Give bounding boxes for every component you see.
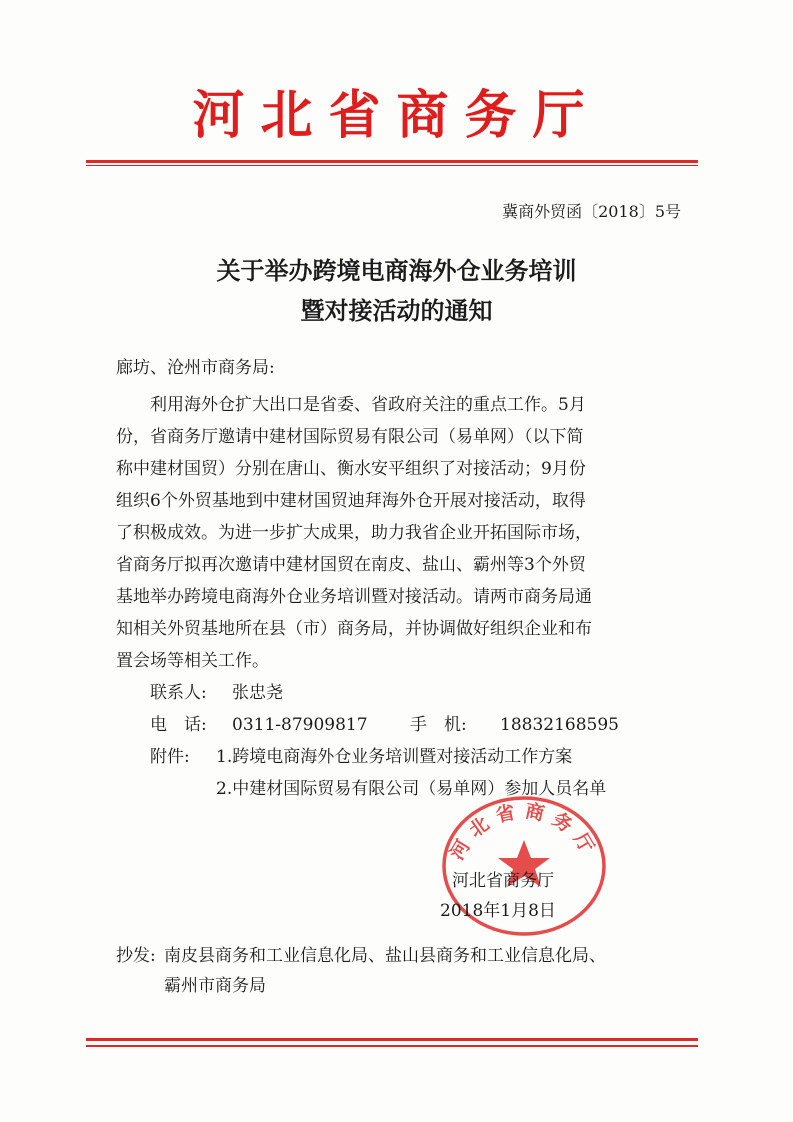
body-line: 知相关外贸基地所在县（市）商务局，并协调做好组织企业和布 [116,619,592,639]
mobile-label: 手 机: [410,715,467,735]
header-red-line-thin [86,165,698,166]
addressee: 廊坊、沧州市商务局: [116,358,275,378]
body-line: 利用海外仓扩大出口是省委、省政府关注的重点工作。5月 [150,395,586,415]
cc-line-1: 南皮县商务和工业信息化局、盐山县商务和工业信息化局、 [164,946,606,966]
signature-date: 2018年1月8日 [440,901,556,921]
body-line: 称中建材国贸）分别在唐山、衡水安平组织了对接活动；9月份 [116,459,586,479]
cc-line-2: 霸州市商务局 [164,976,266,996]
attachment-item: 2.中建材国际贸易有限公司（易单网）参加人员名单 [216,779,607,799]
document-number: 冀商外贸函〔2018〕5号 [502,202,681,221]
attachments-label: 附件: [150,747,190,767]
doc-title-line-2: 暨对接活动的通知 [300,297,493,325]
seal-text: 河北省商务厅 [446,799,602,864]
footer-red-line [86,1038,698,1041]
body-line: 基地举办跨境电商海外仓业务培训暨对接活动。请两市商务局通 [116,587,592,607]
phone-label: 电 话: [150,715,207,735]
signature-org: 河北省商务厅 [452,871,554,891]
mobile-number: 18832168595 [500,715,619,735]
cc-label: 抄发: [116,946,156,966]
body-line: 份，省商务厅邀请中建材国际贸易有限公司（易单网）（以下简 [116,427,584,447]
phone-number: 0311-87909817 [232,715,368,735]
footer-red-line-2 [86,1045,698,1047]
header-red-line [86,160,698,163]
contact-name: 张忠尧 [232,683,283,703]
issuing-org-title: 河北省商务厅 [192,86,601,146]
doc-title-line-1: 关于举办跨境电商海外仓业务培训 [216,257,577,285]
body-line: 省商务厅拟再次邀请中建材国贸在南皮、盐山、霸州等3个外贸 [116,555,586,575]
body-line: 置会场等相关工作。 [116,651,269,671]
body-line: 了积极成效。为进一步扩大成果，助力我省企业开拓国际市场， [116,523,592,543]
body-paragraph [116,389,696,677]
body-line: 组织6个外贸基地到中建材国贸迪拜海外仓开展对接活动，取得 [116,491,586,511]
attachment-item: 1.跨境电商海外仓业务培训暨对接活动工作方案 [216,747,573,767]
contact-label: 联系人: [150,683,207,703]
